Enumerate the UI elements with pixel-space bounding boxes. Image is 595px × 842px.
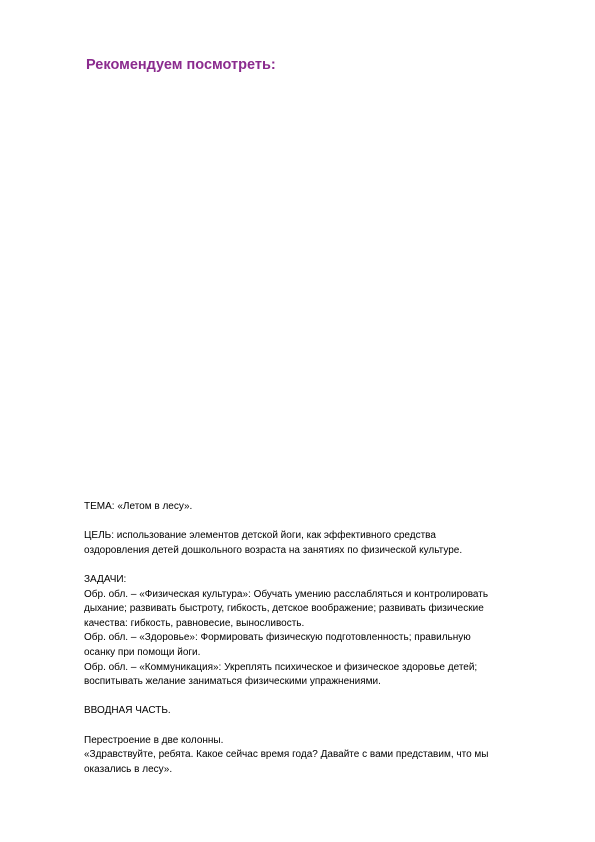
task-line: дыхание; развивать быстроту, гибкость, детское воображение; развивать физические	[84, 603, 484, 615]
document-body	[84, 500, 554, 777]
spacer	[84, 719, 554, 734]
spacer	[84, 515, 554, 530]
goal-line: ЦЕЛЬ: использование элементов детской йоги, как эффективного средства	[84, 530, 436, 542]
spacer	[84, 690, 554, 705]
intro-title: ВВОДНАЯ ЧАСТЬ.	[84, 705, 171, 717]
task-line: Обр. обл. – «Здоровье»: Формировать физическую подготовленность; правильную	[84, 632, 471, 644]
tasks-title: ЗАДАЧИ:	[84, 573, 127, 585]
formation-line: Перестроение в две колонны.	[84, 734, 224, 746]
formation-line: оказались в лесу».	[84, 763, 173, 775]
task-line: воспитывать желание заниматься физическими упражнениями.	[84, 676, 381, 688]
recommend-heading: Рекомендуем посмотреть:	[86, 57, 276, 73]
task-line: Обр. обл. – «Физическая культура»: Обучать умению расслабляться и контролировать	[84, 588, 489, 600]
task-line: качества: гибкость, равновесие, выносливость.	[84, 617, 305, 629]
task-line: Обр. обл. – «Коммуникация»: Укреплять психическое и физическое здоровье детей;	[84, 661, 478, 673]
task-line: осанку при помощи йоги.	[84, 646, 201, 658]
formation-line: «Здравствуйте, ребята. Какое сейчас время года? Давайте с вами представим, что мы	[84, 749, 489, 761]
spacer	[84, 558, 554, 573]
goal-line: оздоровления детей дошкольного возраста на занятиях по физической культуре.	[84, 544, 463, 556]
theme-line: ТЕМА: «Летом в лесу».	[84, 501, 193, 512]
